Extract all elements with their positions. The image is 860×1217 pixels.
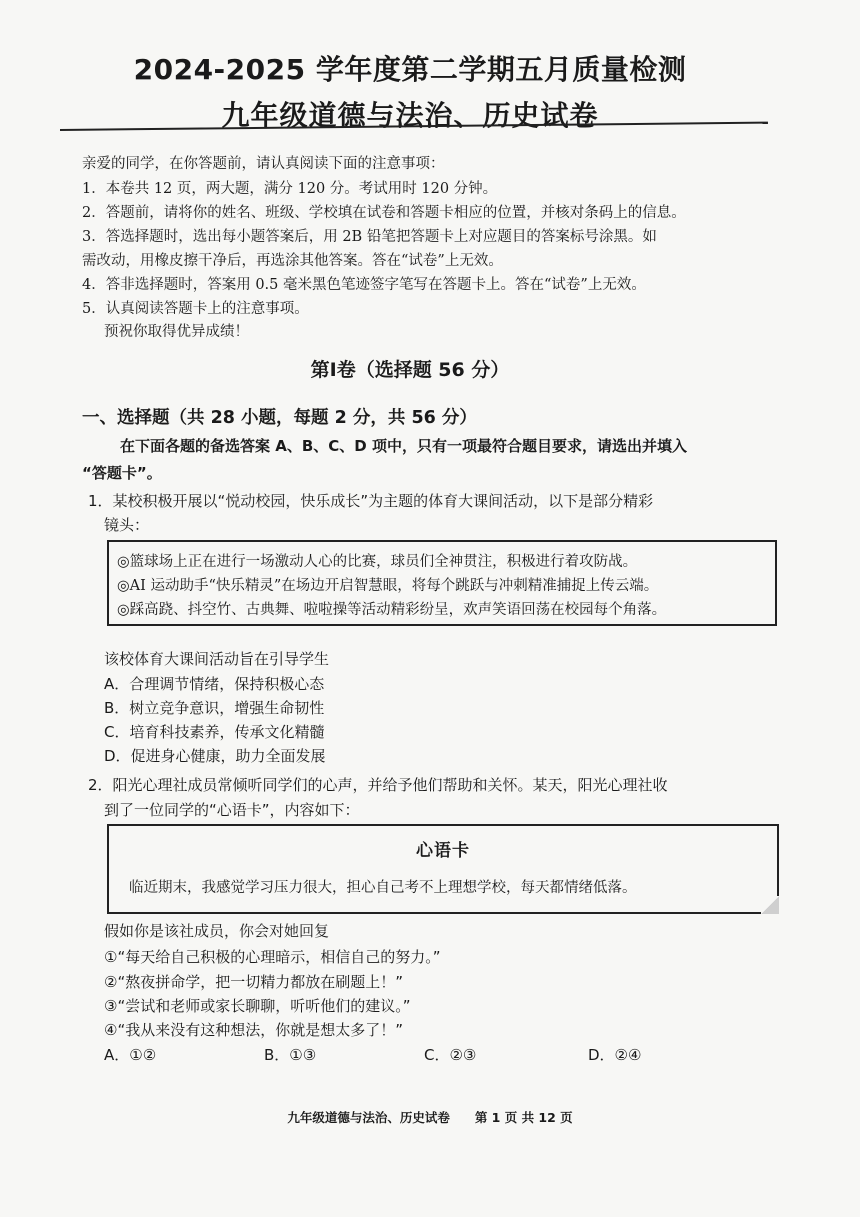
notice-item: 1．本卷共 12 页，两大题，满分 120 分。考试用时 120 分钟。 bbox=[82, 181, 498, 197]
notice-item: 2．答题前，请将你的姓名、班级、学校填在试卷和答题卡相应的位置，并核对条码上的信息。 bbox=[82, 205, 686, 221]
question-2-stem: 到了一位同学的“心语卡”，内容如下： bbox=[104, 801, 360, 819]
option-b: B．①③ bbox=[264, 1046, 317, 1064]
notice-item: 3．答选择题时，选出每小题答案后，用 2B 铅笔把答题卡上对应题目的答案标号涂黑。如 bbox=[82, 229, 657, 245]
heart-card bbox=[107, 824, 779, 914]
question-2-stem: 2．阳光心理社成员常倾听同学们的心声，并给予他们帮助和关怀。某天，阳光心理社收 bbox=[88, 776, 668, 794]
statement: ①“每天给自己积极的心理暗示，相信自己的努力。” bbox=[104, 948, 441, 966]
option-a: A．①② bbox=[104, 1046, 157, 1064]
option-b: B．树立竞争意识，增强生命韧性 bbox=[104, 699, 325, 717]
notice-item: 4．答非选择题时，答案用 0.5 毫米黑色笔迹签字笔写在答题卡上。答在“试卷”上无效。 bbox=[82, 277, 646, 293]
notice-intro: 亲爱的同学，在你答题前，请认真阅读下面的注意事项： bbox=[82, 156, 445, 172]
notice-wish: 预祝你取得优异成绩！ bbox=[104, 324, 249, 340]
question-2-prompt: 假如你是该社成员，你会对她回复 bbox=[104, 922, 330, 940]
exam-title-line2: 九年级道德与法治、历史试卷 bbox=[221, 99, 599, 132]
material-line: ◎踩高跷、抖空竹、古典舞、啦啦操等活动精彩纷呈，欢声笑语回荡在校园每个角落。 bbox=[117, 602, 667, 618]
statement: ④“我从来没有这种想法，你就是想太多了！” bbox=[104, 1021, 403, 1039]
option-a: A．合理调节情绪，保持积极心态 bbox=[104, 675, 325, 693]
part-title: 第Ⅰ卷（选择题 56 分） bbox=[310, 359, 510, 381]
option-c: C．②③ bbox=[424, 1046, 477, 1064]
statement: ②“熬夜拼命学，把一切精力都放在刷题上！” bbox=[104, 973, 403, 991]
question-1-stem: 1．某校积极开展以“悦动校园，快乐成长”为主题的体育大课间活动，以下是部分精彩 bbox=[88, 492, 654, 510]
material-line: ◎篮球场上正在进行一场激动人心的比赛，球员们全神贯注，积极进行着攻防战。 bbox=[117, 554, 638, 570]
statement: ③“尝试和老师或家长聊聊，听听他们的建议。” bbox=[104, 997, 411, 1015]
heart-card-title: 心语卡 bbox=[416, 841, 470, 861]
notice-item: 需改动，用橡皮擦干净后，再选涂其他答案。答在“试卷”上无效。 bbox=[82, 253, 503, 269]
notice-item: 5．认真阅读答题卡上的注意事项。 bbox=[82, 301, 309, 317]
question-1-stem: 镜头： bbox=[104, 516, 150, 534]
question-1-material-box bbox=[107, 540, 777, 626]
option-d: D．②④ bbox=[588, 1046, 642, 1064]
section-heading: 一、选择题（共 28 小题，每题 2 分，共 56 分） bbox=[82, 408, 477, 428]
heart-card-body: 临近期末，我感觉学习压力很大，担心自己考不上理想学校，每天都情绪低落。 bbox=[129, 880, 637, 896]
page-footer: 九年级道德与法治、历史试卷 第 1 页 共 12 页 bbox=[287, 1110, 573, 1125]
section-instruction: “答题卡”。 bbox=[82, 464, 162, 482]
option-c: C．培育科技素养，传承文化精髓 bbox=[104, 723, 325, 741]
question-1-prompt: 该校体育大课间活动旨在引导学生 bbox=[104, 650, 330, 668]
option-d: D．促进身心健康，助力全面发展 bbox=[104, 747, 326, 765]
section-instruction: 在下面各题的备选答案 A、B、C、D 项中，只有一项最符合题目要求，请选出并填入 bbox=[120, 437, 687, 455]
material-line: ◎AI 运动助手“快乐精灵”在场边开启智慧眼，将每个跳跃与冲刺精准捕捉上传云端。 bbox=[117, 578, 659, 594]
page-curl-icon bbox=[761, 896, 779, 914]
exam-title-line1: 2024-2025 学年度第二学期五月质量检测 bbox=[133, 53, 687, 86]
